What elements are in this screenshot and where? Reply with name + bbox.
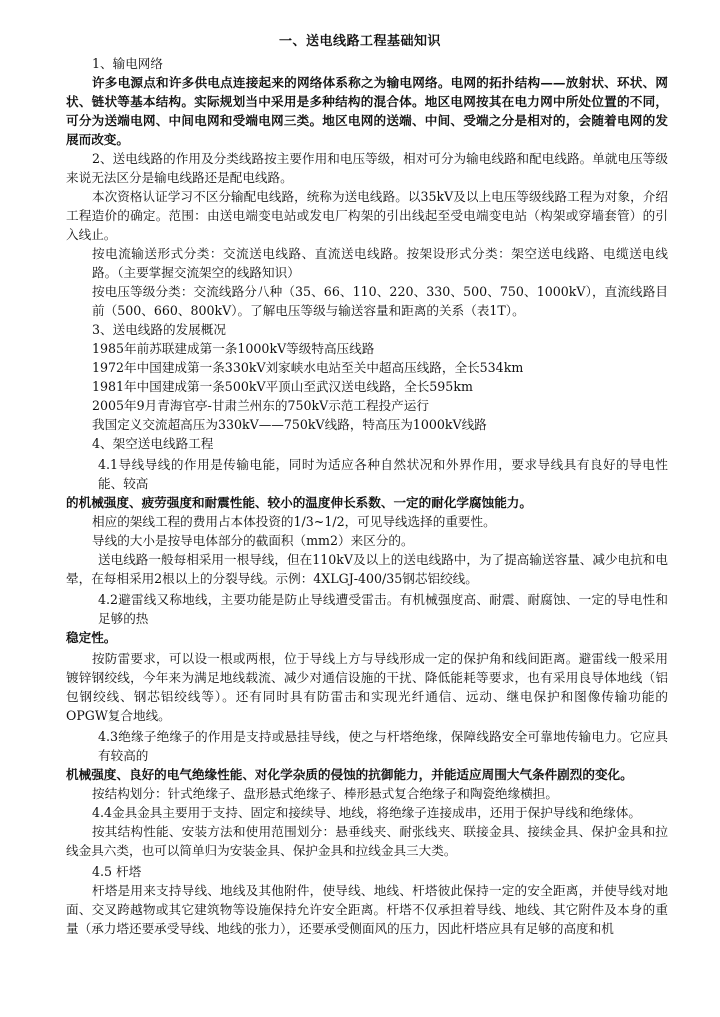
list-item: 1972年中国建成第一条330kV刘家峡水电站至关中超高压线路，全长534km <box>92 360 524 375</box>
section-heading: 3、送电线路的发展概况 <box>92 322 226 337</box>
paragraph: 许多电源点和许多供电点连接起来的网络体系称之为输电网络。电网的拓扑结构——放射状、环状、网状、链状等基本结构。实际规划当中采用是多种结构的混合体。地区电网按其在电力网中所处位置的不同，可分为送端电网、中间电网和受端电网三类。地区电网的送端、中间、受端之分是相对的，会随着电网的发展而改变。 <box>66 75 668 147</box>
section-heading: 4、架空送电线路工程 <box>92 436 214 451</box>
paragraph: 稳定性。 <box>66 630 117 645</box>
paragraph: 按防雷要求，可以设一根或两根，位于导线上方与导线形成一定的保护角和线间距离。避雷线一般采用镀锌钢绞线，今年来为满足地线载流、减少对通信设施的干扰、降低能耗等要求，也有采用良导体地线（铝包钢绞线、钢芯铝绞线等）。还有同时具有防雷击和实现光纤通信、远动、继电保护和图像传输功能的OPGW复合地线。 <box>66 651 668 723</box>
paragraph: 按其结构性能、安装方法和使用范围划分：悬垂线夹、耐张线夹、联接金具、接续金具、保护金具和拉线金具六类，也可以简单归为安装金具、保护金具和拉线金具三大类。 <box>66 824 668 858</box>
paragraph: 4.4金具金具主要用于支持、固定和接续导、地线，将绝缘子连接成串，还用于保护导线和绝缘体。 <box>92 805 641 820</box>
paragraph: 4.2避雷线又称地线，主要功能是防止导线遭受雷击。有机械强度高、耐震、耐腐蚀、一定的导电性和足够的热 <box>98 592 668 626</box>
list-item: 我国定义交流超高压为330kV——750kV线路，特高压为1000kV线路 <box>92 417 487 432</box>
list-item: 1985年前苏联建成第一条1000kV等级特高压线路 <box>92 341 375 356</box>
paragraph: 送电线路一般每相采用一根导线，但在110kV及以上的送电线路中，为了提高输送容量、减少电抗和电晕，在每相采用2根以上的分裂导线。示例：4XLGJ-400/35钢芯铝绞线。 <box>66 552 668 586</box>
paragraph: 4.1导线导线的作用是传输电能，同时为适应各种自然状况和外界作用，要求导线具有良好的导电性能、较高 <box>98 457 668 491</box>
section-heading: 4.5 杆塔 <box>92 864 142 879</box>
section-heading: 1、输电网络 <box>92 56 163 71</box>
page-title: 一、送电线路工程基础知识 <box>278 34 441 49</box>
paragraph: 导线的大小是按导电体部分的截面积（mm2）来区分的。 <box>92 533 414 548</box>
paragraph: 按电流输送形式分类：交流送电线路、直流送电线路。按架设形式分类：架空送电线路、电缆送电线路。（主要掌握交流架空的线路知识） <box>92 246 668 280</box>
paragraph: 按电压等级分类：交流线路分八种（35、66、110、220、330、500、750、1000kV），直流线路目前（500、660、800kV）。了解电压等级与输送容量和距离的关系（表1T）。 <box>92 284 668 318</box>
document-body <box>66 54 668 938</box>
paragraph: 按结构划分：针式绝缘子、盘形悬式绝缘子、棒形悬式复合绝缘子和陶瓷绝缘横担。 <box>92 786 558 801</box>
paragraph: 本次资格认证学习不区分输配电线路，统称为送电线路。以35kV及以上电压等级线路工程为对象，介绍工程造价的确定。范围：由送电端变电站或发电厂构架的引出线起至受电端变电站（构架或穿墙套管）的引入线止。 <box>66 189 668 242</box>
paragraph: 杆塔是用来支持导线、地线及其他附件，使导线、地线、杆塔彼此保持一定的安全距离，并使导线对地面、交叉跨越物或其它建筑物等设施保持允许安全距离。杆塔不仅承担着导线、地线、其它附件及本身的重量（承力塔还要承受导线、地线的张力），还要承受侧面风的压力，因此杆塔应具有足够的高度和机 <box>66 883 668 936</box>
paragraph: 的机械强度、疲劳强度和耐震性能、较小的温度伸长系数、一定的耐化学腐蚀能力。 <box>66 495 532 510</box>
list-item: 2005年9月青海官亭-甘肃兰州东的750kV示范工程投产运行 <box>92 398 429 413</box>
paragraph: 4.3绝缘子绝缘子的作用是支持或悬挂导线，使之与杆塔绝缘，保障线路安全可靠地传输电力。它应具有较高的 <box>98 729 668 763</box>
list-item: 1981年中国建成第一条500kV平顶山至武汉送电线路，全长595km <box>92 379 473 394</box>
paragraph: 2、送电线路的作用及分类线路按主要作用和电压等级，相对可分为输电线路和配电线路。单就电压等级来说无法区分是输电线路还是配电线路。 <box>66 151 668 185</box>
paragraph: 机械强度、良好的电气绝缘性能、对化学杂质的侵蚀的抗御能力，并能适应周围大气条件剧烈的变化。 <box>66 767 633 782</box>
paragraph: 相应的架线工程的费用占本体投资的1/3~1/2，可见导线选择的重要性。 <box>92 514 496 529</box>
